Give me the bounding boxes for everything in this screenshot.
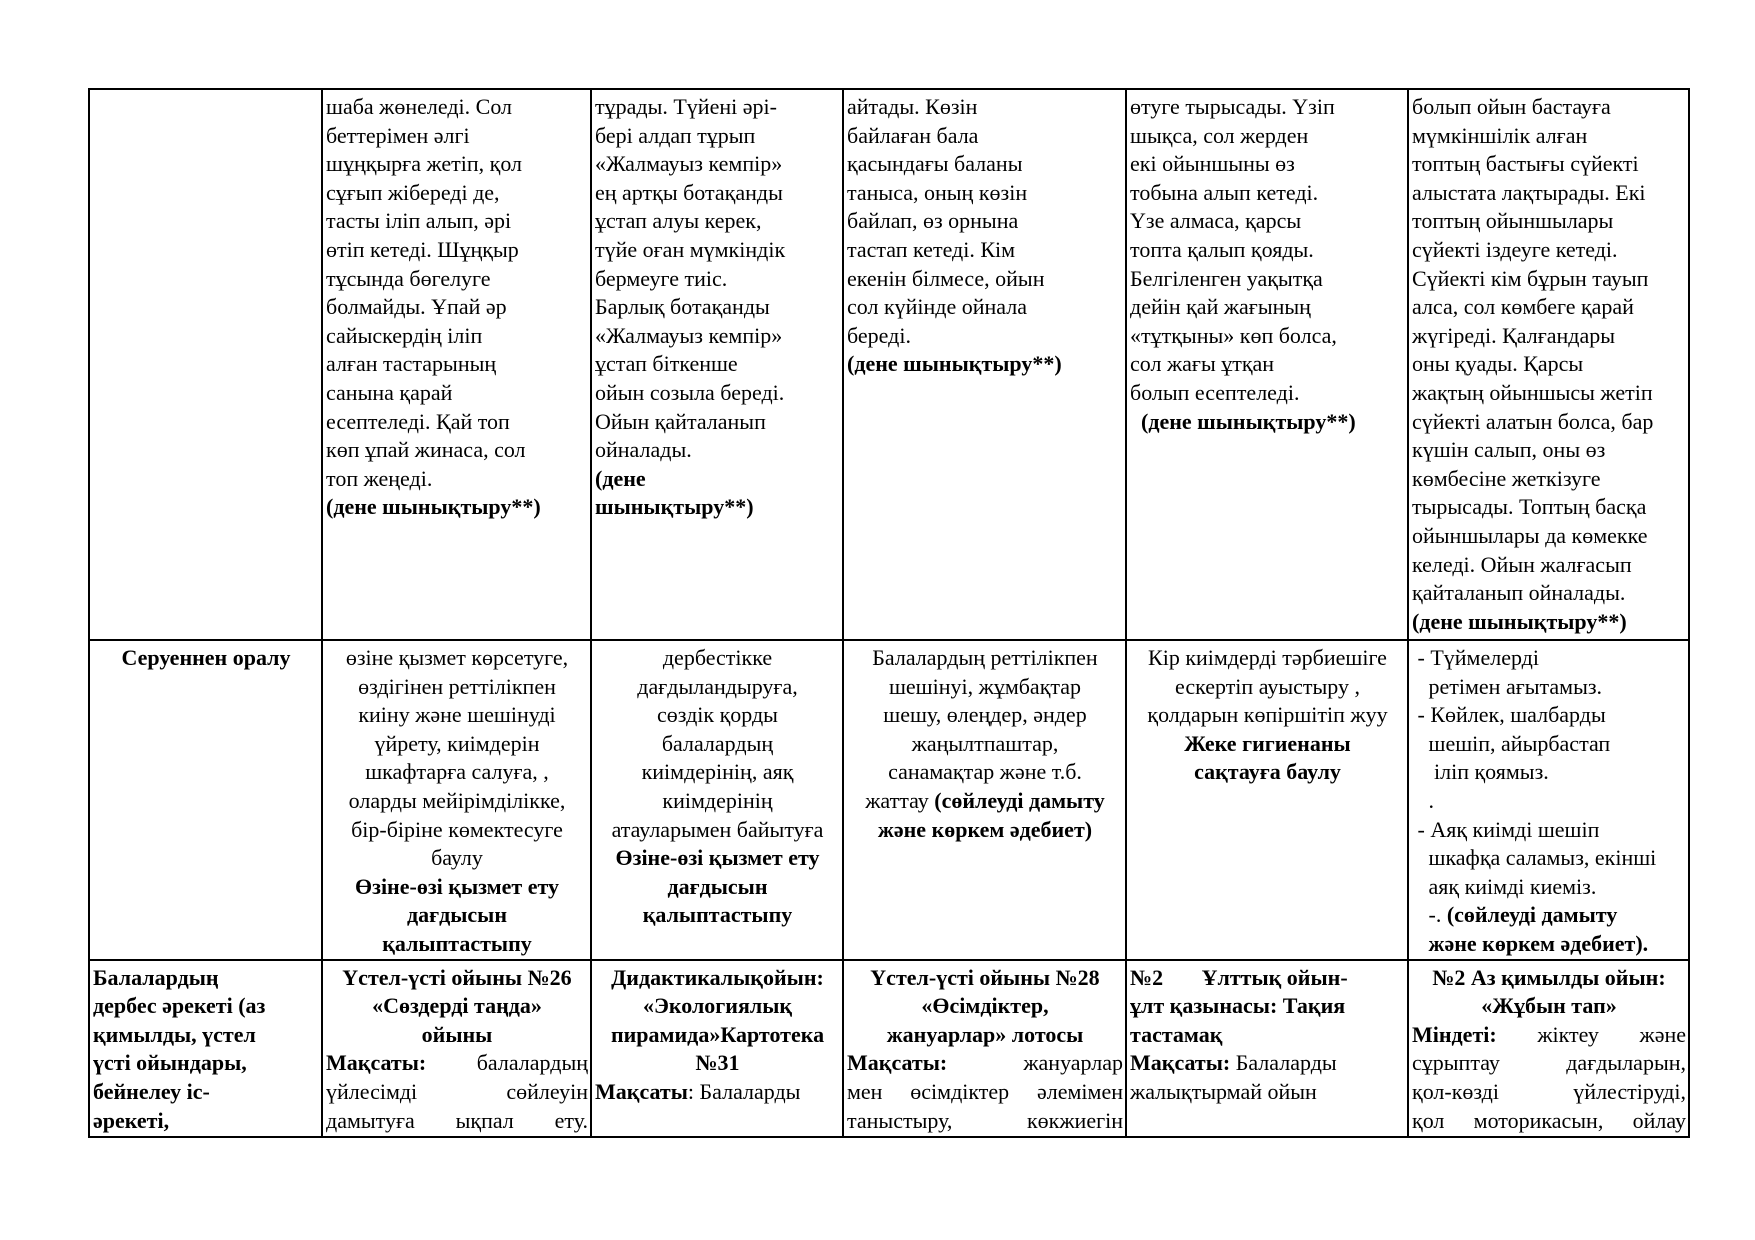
row-label: Серуеннен оралу [121, 645, 291, 670]
cell-text: қол-көзді үйлестіруді, [1412, 1078, 1686, 1104]
cell-text: жіктеу және [1537, 1021, 1686, 1047]
cell-text: : Балаларды [687, 1078, 801, 1104]
table-cell [1408, 89, 1689, 640]
row-label-cell [89, 89, 322, 640]
row-label-cell [89, 640, 322, 960]
table-row [89, 640, 1689, 960]
row-label: Балалардың дербес әрекеті (аз қимылды, үстел үсті ойындары, бейнелеу іс- әрекеті, [93, 964, 266, 1133]
cell-text: Балаларды жалықтырмай ойын [1130, 1050, 1337, 1104]
table-cell [843, 960, 1126, 1137]
table-cell [591, 960, 843, 1137]
game-title: №2 Аз қимылды ойын: «Жұбын тап» [1432, 964, 1666, 1019]
subject-tag: (дене шынықтыру**) [595, 465, 754, 520]
table-cell [1408, 640, 1689, 960]
subject-tag: (дене шынықтыру**) [1130, 408, 1356, 434]
goal-label: Мақсаты: [326, 1050, 427, 1076]
subject-tag: (сөйлеуді дамыту [934, 787, 1105, 813]
cell-text: өтуге тырысады. Үзіп шықса, сол жерден екі ойыншыны өз тобына алып кетеді. Үзе алмаса, қарсы топта қалып қояды. Белгіленген уақытқа дейін қай жағының «тұтқыны» көп болса, сол жағы ұтқан болып есептеледі. [1130, 94, 1337, 405]
cell-text: дамытуға ықпал ету. [326, 1107, 588, 1133]
cell-text: айтады. Көзін байлаған бала қасындағы баланы таныса, оның көзін байлап, өз орнына тастап кетеді. Кім екенін білмесе, ойын сол күйінде ойнала береді. [847, 94, 1045, 348]
goal-label: Мақсаты: [1130, 1050, 1231, 1076]
subject-tag: (дене шынықтыру**) [1412, 608, 1627, 634]
subject-tag: (дене шынықтыру**) [326, 494, 541, 520]
goal-line [595, 1078, 840, 1107]
cell-text: болып ойын бастауға мүмкіншілік алған топтың бастығы сүйекті алыстата лақтырады. Екі топтың ойыншылары сүйекті іздеуге кетеді. Сүйекті кім бұрын тауып алса, сол көмбеге қарай жүгіреді. Қалғандары оны қуады. Қарсы жақтың ойыншысы жетіп сүйекті алатын болса, бар күшін салып, оны өз көмбесіне жеткізуге тырысады. Топтың басқа ойыншылары да көмекке келеді. Ойын жалғасып қайталанып ойналады. [1412, 94, 1654, 606]
table-cell [322, 89, 591, 640]
subject-tag: (дене шынықтыру**) [847, 351, 1062, 377]
table-cell [1408, 960, 1689, 1137]
subject-tag: Жеке гигиенаны сақтауға баулу [1184, 730, 1351, 785]
task-label: Міндеті: [1412, 1021, 1497, 1047]
cell-text: жаттау [865, 787, 929, 813]
table-cell [843, 640, 1126, 960]
table-cell [1126, 89, 1408, 640]
game-title: №2 Ұлттық ойын- [1130, 964, 1348, 990]
subject-tag: (сөйлеуді дамыту [1446, 902, 1618, 928]
game-title: Үстел-үсті ойыны №28 «Өсімдіктер, жануарлар» лотосы [870, 964, 1100, 1047]
daily-plan-table [88, 88, 1690, 1138]
cell-line [847, 787, 1123, 816]
subject-tag: Өзіне-өзі қызмет ету дағдысын қалыптастыпу [354, 873, 559, 956]
cell-text: өзіне қызмет көрсетуге, өздігінен реттілікпен киіну және шешінуді үйрету, киімдерін шкафтарға салуға, , оларды мейірімділікке, бір-біріне көмектесуге баулу [345, 645, 569, 871]
game-title: Үстел-үсті ойыны №26 «Сөздерді таңда» ойыны [342, 964, 572, 1047]
cell-text: Балалардың реттілікпен шешінуі, жұмбақтар шешу, өлеңдер, әндер жаңылтпаштар, санамақтар және т.б. [872, 645, 1098, 785]
cell-text: сұрыптау дағдыларын, [1412, 1050, 1686, 1076]
table-row [89, 960, 1689, 1137]
cell-text: - Түймелерді ретімен ағытамыз. - Көйлек, шалбарды шешіп, айырбастап іліп қоямыз. . - Аяқ киімді шешіп шкафқа саламыз, екінші аяқ киімді киеміз. [1417, 645, 1657, 899]
table-cell [1126, 960, 1408, 1137]
table-cell [322, 960, 591, 1137]
goal-label: Мақсаты [595, 1078, 688, 1104]
cell-text: дербестікке дағдыландыруға, сөздік қорды балалардың киімдерінің, аяқ киімдерінің атауларымен байытуға [611, 645, 824, 842]
cell-line [1412, 901, 1686, 930]
table-cell [591, 89, 843, 640]
game-title: Дидактикалықойын: «Экологиялық пирамида»Картотека №31 [610, 964, 825, 1076]
subject-tag: және көркем әдебиет) [877, 816, 1093, 842]
cell-text: Кір киімдерді тәрбиешіге ескертіп ауыстыру , қолдарын көпіршітіп жуу [1147, 645, 1388, 728]
table-cell [322, 640, 591, 960]
subject-tag: және көркем әдебиет). [1412, 930, 1649, 956]
cell-text: -. [1412, 902, 1447, 928]
table-cell [1126, 640, 1408, 960]
row-label-cell [89, 960, 322, 1137]
goal-line [847, 1049, 1123, 1078]
cell-text: шаба жөнеледі. Сол беттерімен әлгі шұңқырға жетіп, қол сұғып жібереді де, тасты іліп алып, әрі өтіп кетеді. Шұңқыр тұсында бөгелуге болмайды. Ұпай әр сайыскердің іліп алған тастарының санына қарай есептеледі. Қай топ көп ұпай жинаса, сол топ жеңеді. [326, 94, 526, 491]
cell-text: таныстыру, көкжиегін [847, 1107, 1123, 1133]
cell-text: мен өсімдіктер әлемімен [847, 1078, 1123, 1104]
cell-text: қол моторикасын, ойлау [1412, 1107, 1686, 1133]
cell-text: тұрады. Түйені әрі- бері алдап тұрып «Жалмауыз кемпір» ең артқы ботақанды ұстап алуы керек, түйе оған мүмкіндік бермеуге тиіс. Барлық ботақанды «Жалмауыз кемпір» ұстап біткенше ойын созыла береді. Ойын қайталанып ойналады. [595, 94, 786, 463]
goal-line [1130, 1049, 1405, 1106]
table-row [89, 89, 1689, 640]
table-cell [843, 89, 1126, 640]
goal-line [326, 1049, 588, 1078]
cell-text: балалардың [476, 1050, 588, 1076]
game-title: ұлт қазынасы: Тақия тастамақ [1130, 993, 1346, 1047]
cell-text: үйлесімді сөйлеуін [326, 1078, 588, 1104]
cell-text: жануарлар [1023, 1050, 1123, 1076]
goal-label: Мақсаты: [847, 1050, 948, 1076]
table-cell [591, 640, 843, 960]
subject-tag: Өзіне-өзі қызмет ету дағдысын қалыптастыпу [615, 845, 820, 928]
goal-line [1412, 1021, 1686, 1050]
